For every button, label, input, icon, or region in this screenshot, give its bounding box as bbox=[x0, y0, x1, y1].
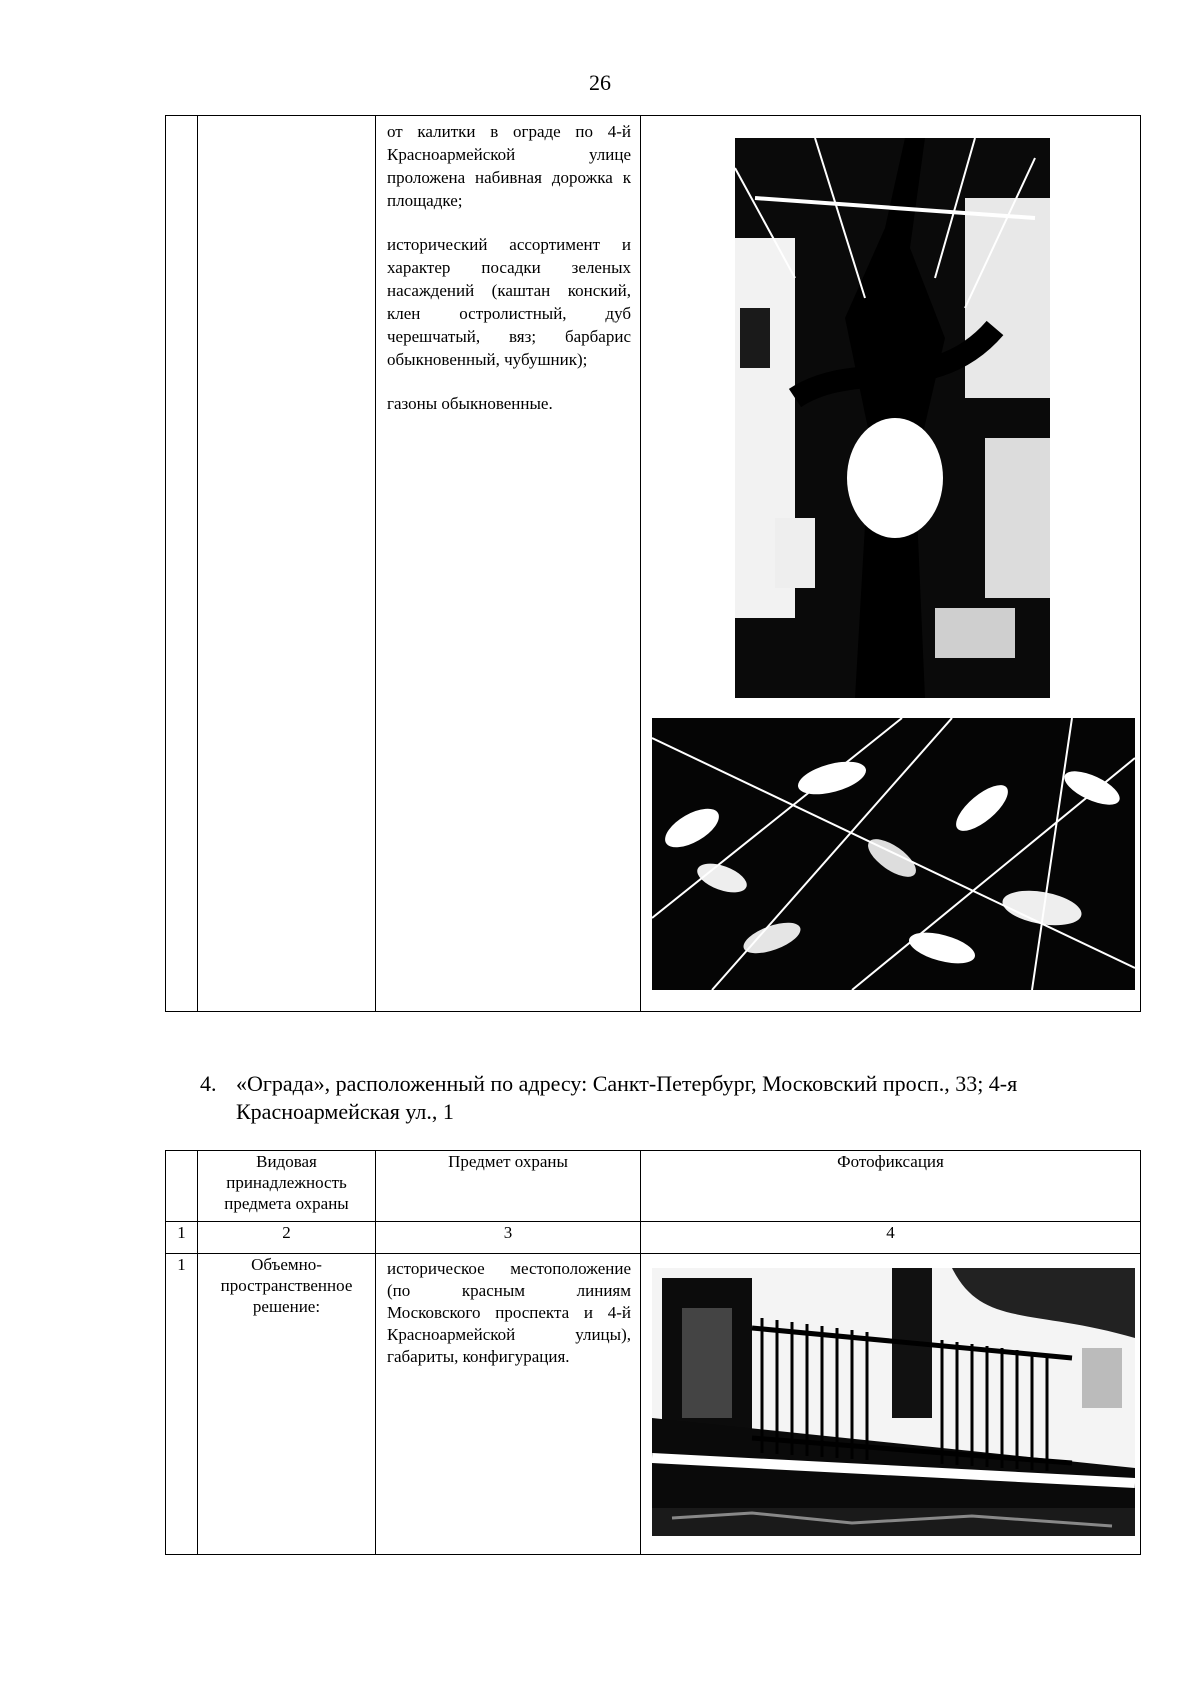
subject-paragraph: от калитки в ограде по 4-й Красноармейской улице проложена набивная дорожка к площадке; bbox=[387, 122, 631, 210]
row-number: 1 bbox=[166, 1254, 198, 1555]
column-number: 3 bbox=[376, 1222, 641, 1254]
fence-photo bbox=[652, 1268, 1135, 1536]
leaves-photo bbox=[652, 718, 1135, 990]
header-cell bbox=[166, 1151, 198, 1222]
section-heading bbox=[200, 1070, 1150, 1126]
row-subject: историческое местоположение (по красным линиям Московского проспекта и 4-й Красноармейской улицы), габариты, конфигурация. bbox=[387, 1259, 631, 1366]
tree-photo bbox=[735, 138, 1050, 698]
section-number: 4. bbox=[200, 1071, 217, 1096]
column-number-row bbox=[166, 1222, 1141, 1254]
header-row bbox=[166, 1151, 1141, 1222]
row-subject-cell bbox=[376, 1254, 641, 1555]
subject-paragraph: газоны обыкновенные. bbox=[387, 394, 553, 413]
column-number: 4 bbox=[641, 1222, 1141, 1254]
header-cell: Видовая принадлежность предмета охраны bbox=[198, 1151, 376, 1222]
section-title: «Ограда», расположенный по адресу: Санкт-Петербург, Московский просп., 33; 4-я Красноармейская ул., 1 bbox=[236, 1071, 1018, 1124]
row-type: Объемно-пространственное решение: bbox=[198, 1254, 376, 1555]
column-number: 2 bbox=[198, 1222, 376, 1254]
page-number: 26 bbox=[589, 70, 611, 95]
column-number: 1 bbox=[166, 1222, 198, 1254]
header-cell: Предмет охраны bbox=[376, 1151, 641, 1222]
cell-number bbox=[166, 116, 198, 1012]
cell-subject bbox=[376, 116, 641, 1012]
subject-paragraph: исторический ассортимент и характер посадки зеленых насаждений (каштан конский, клен остролистный, дуб черешчатый, вяз; барбарис обыкновенный, чубушник); bbox=[387, 235, 631, 369]
header-cell: Фотофиксация bbox=[641, 1151, 1141, 1222]
cell-type bbox=[198, 116, 376, 1012]
